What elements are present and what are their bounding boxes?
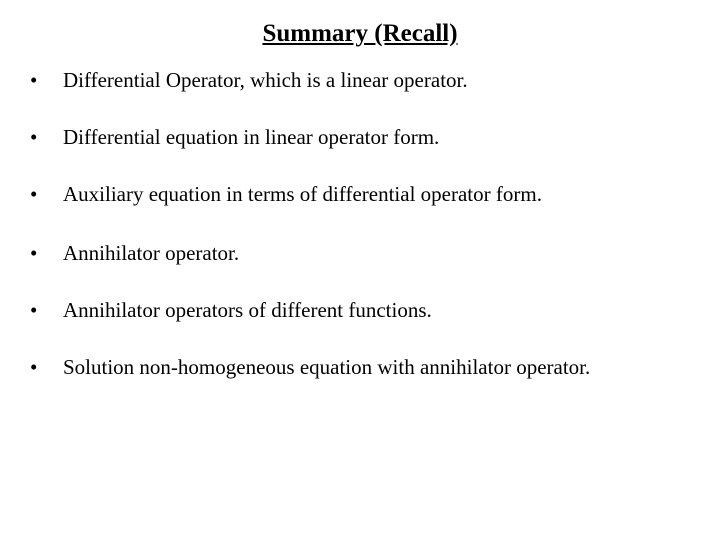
bullet-marker: •	[30, 355, 38, 379]
bullet-item	[30, 124, 710, 150]
bullet-marker: •	[30, 182, 38, 206]
bullet-text: Solution non-homogeneous equation with annihilator operator.	[63, 355, 591, 379]
bullet-marker: •	[30, 241, 38, 265]
bullet-text: Differential Operator, which is a linear operator.	[63, 68, 468, 92]
bullet-text: Annihilator operator.	[63, 241, 240, 265]
bullet-text: Differential equation in linear operator form.	[63, 125, 440, 149]
bullet-text: Auxiliary equation in terms of differential operator form.	[63, 182, 542, 206]
bullet-item	[30, 181, 710, 207]
bullet-item	[30, 67, 710, 93]
bullet-marker: •	[30, 68, 38, 92]
bullet-item	[30, 297, 710, 323]
bullet-item	[30, 354, 710, 380]
bullet-marker: •	[30, 298, 38, 322]
bullet-marker: •	[30, 125, 38, 149]
bullet-item	[30, 240, 710, 266]
slide-title: Summary (Recall)	[262, 20, 458, 47]
bullet-text: Annihilator operators of different functions.	[63, 298, 432, 322]
